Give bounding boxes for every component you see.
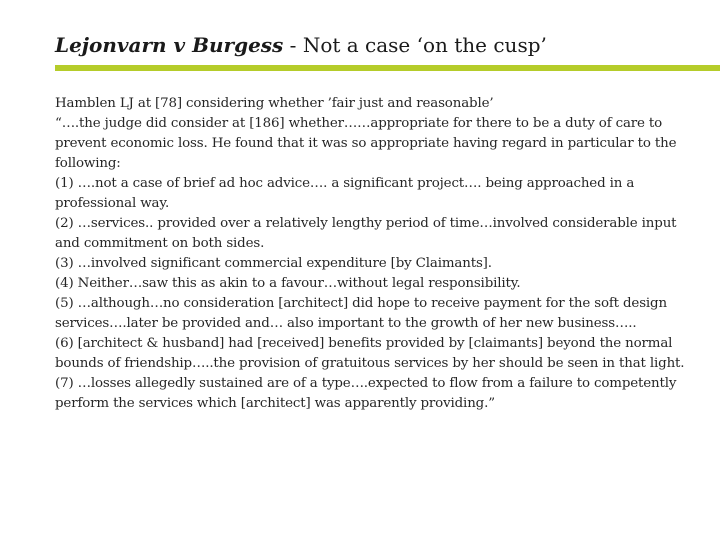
title-subtitle: Not a case ‘on the cusp’ bbox=[302, 33, 547, 57]
slide-body bbox=[55, 94, 695, 414]
point-5: (5) …although…no consideration [architect] did hope to receive payment for the soft design services….later be provided and… also important to the growth of her new business….. bbox=[55, 296, 667, 331]
point-3: (3) …involved significant commercial expenditure [by Claimants]. bbox=[55, 256, 492, 271]
point-4: (4) Neither…saw this as akin to a favour…without legal responsibility. bbox=[55, 276, 521, 291]
quote-opening: “….the judge did consider at [186] whether……appropriate for there to be a duty of care to prevent economic loss. He found that it was so appropriate having regard in particular to the following: bbox=[55, 116, 677, 171]
point-6: (6) [architect & husband] had [received] benefits provided by [claimants] beyond the normal bounds of friendship…..the provision of gratuitous services by her should be seen in that light. bbox=[55, 336, 685, 371]
title-separator: - bbox=[283, 33, 303, 57]
point-2: (2) …services.. provided over a relatively lengthy period of time…involved considerable input and commitment on both sides. bbox=[55, 216, 677, 251]
point-1: (1) ….not a case of brief ad hoc advice…. a significant project…. being approached in a professional way. bbox=[55, 176, 635, 211]
title-underline-rule bbox=[55, 65, 720, 71]
slide-title bbox=[55, 32, 695, 58]
intro-line: Hamblen LJ at [78] considering whether ’fair just and reasonable’ bbox=[55, 96, 494, 111]
case-name: Lejonvarn v Burgess bbox=[55, 33, 284, 57]
point-7: (7) …losses allegedly sustained are of a type….expected to flow from a failure to competently perform the services which [architect] was apparently providing.” bbox=[55, 376, 677, 411]
